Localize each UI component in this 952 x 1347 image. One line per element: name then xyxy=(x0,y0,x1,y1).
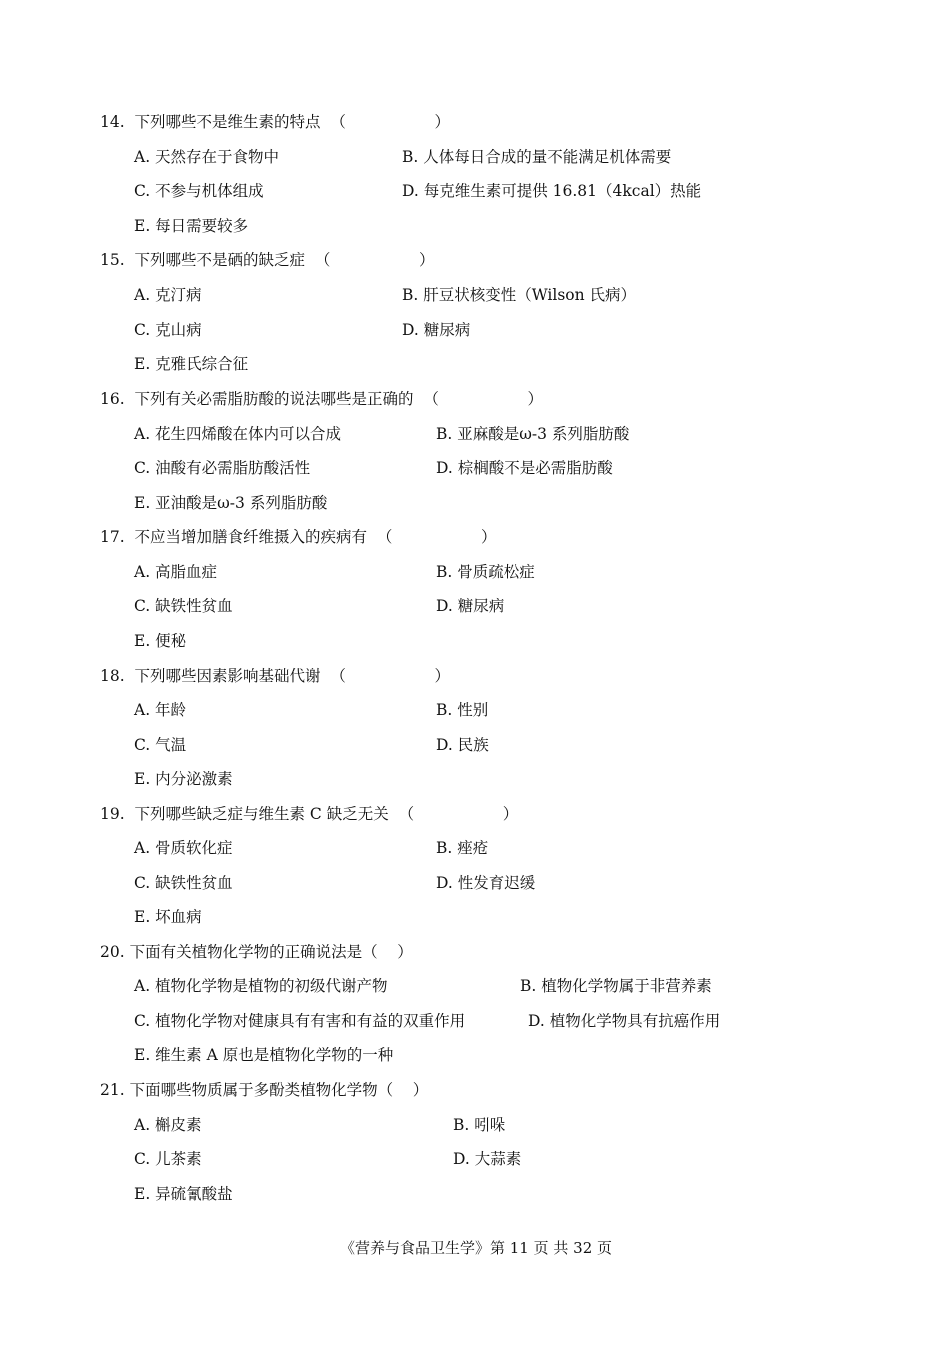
question-19-option-d: D. 性发育迟缓 xyxy=(436,874,536,892)
question-19-option-e: E. 坏血病 xyxy=(134,908,202,926)
question-19-option-a: A. 骨质软化症 xyxy=(134,839,233,857)
question-14-stem: 14. 下列哪些不是维生素的特点 （ ） xyxy=(100,113,451,131)
question-18-stem: 18. 下列哪些因素影响基础代谢 （ ） xyxy=(100,667,451,685)
question-15-option-e: E. 克雅氏综合征 xyxy=(134,355,249,373)
question-15-option-d: D. 糖尿病 xyxy=(402,321,471,339)
question-15-option-a: A. 克汀病 xyxy=(134,286,202,304)
question-21-option-a: A. 槲皮素 xyxy=(134,1116,202,1134)
question-16-option-e: E. 亚油酸是ω-3 系列脂肪酸 xyxy=(134,494,328,512)
question-19-option-c: C. 缺铁性贫血 xyxy=(134,874,233,892)
question-21-option-b: B. 吲哚 xyxy=(453,1116,506,1134)
question-21-stem: 21. 下面哪些物质属于多酚类植物化学物（ ） xyxy=(100,1081,429,1099)
question-20-option-c: C. 植物化学物对健康具有有害和有益的双重作用 xyxy=(134,1012,466,1030)
question-14-option-b: B. 人体每日合成的量不能满足机体需要 xyxy=(402,148,672,166)
question-16-option-a: A. 花生四烯酸在体内可以合成 xyxy=(134,425,342,443)
question-20-stem: 20. 下面有关植物化学物的正确说法是（ ） xyxy=(100,943,413,961)
question-14-option-c: C. 不参与机体组成 xyxy=(134,182,264,200)
question-18-option-d: D. 民族 xyxy=(436,736,489,754)
question-14-option-e: E. 每日需要较多 xyxy=(134,217,249,235)
question-20-option-e: E. 维生素 A 原也是植物化学物的一种 xyxy=(134,1046,394,1064)
page-footer: 《营养与食品卫生学》第 11 页 共 32 页 xyxy=(339,1239,613,1257)
question-18-option-b: B. 性别 xyxy=(436,701,489,719)
question-17-option-d: D. 糖尿病 xyxy=(436,597,505,615)
question-16-option-b: B. 亚麻酸是ω-3 系列脂肪酸 xyxy=(436,425,630,443)
question-15-option-c: C. 克山病 xyxy=(134,321,202,339)
question-21-option-c: C. 儿茶素 xyxy=(134,1150,202,1168)
question-17-option-b: B. 骨质疏松症 xyxy=(436,563,535,581)
question-18-option-e: E. 内分泌激素 xyxy=(134,770,233,788)
question-15-option-b: B. 肝豆状核变性（Wilson 氏病） xyxy=(402,286,637,304)
question-16-stem: 16. 下列有关必需脂肪酸的说法哪些是正确的 （ ） xyxy=(100,390,544,408)
question-17-stem: 17. 不应当增加膳食纤维摄入的疾病有 （ ） xyxy=(100,528,497,546)
question-20-option-b: B. 植物化学物属于非营养素 xyxy=(520,977,712,995)
question-20-option-a: A. 植物化学物是植物的初级代谢产物 xyxy=(134,977,388,995)
question-17-option-c: C. 缺铁性贫血 xyxy=(134,597,233,615)
question-20-option-d: D. 植物化学物具有抗癌作用 xyxy=(528,1012,721,1030)
question-18-option-a: A. 年龄 xyxy=(134,701,187,719)
question-15-stem: 15. 下列哪些不是硒的缺乏症 （ ） xyxy=(100,251,435,269)
question-16-option-c: C. 油酸有必需脂肪酸活性 xyxy=(134,459,311,477)
question-19-stem: 19. 下列哪些缺乏症与维生素 C 缺乏无关 （ ） xyxy=(100,805,519,823)
question-17-option-a: A. 高脂血症 xyxy=(134,563,218,581)
question-14-option-d: D. 每克维生素可提供 16.81（4kcal）热能 xyxy=(402,182,702,200)
question-17-option-e: E. 便秘 xyxy=(134,632,187,650)
question-21-option-e: E. 异硫氰酸盐 xyxy=(134,1185,233,1203)
question-14-option-a: A. 天然存在于食物中 xyxy=(134,148,280,166)
question-21-option-d: D. 大蒜素 xyxy=(453,1150,522,1168)
question-16-option-d: D. 棕榈酸不是必需脂肪酸 xyxy=(436,459,613,477)
question-19-option-b: B. 痤疮 xyxy=(436,839,489,857)
question-18-option-c: C. 气温 xyxy=(134,736,187,754)
